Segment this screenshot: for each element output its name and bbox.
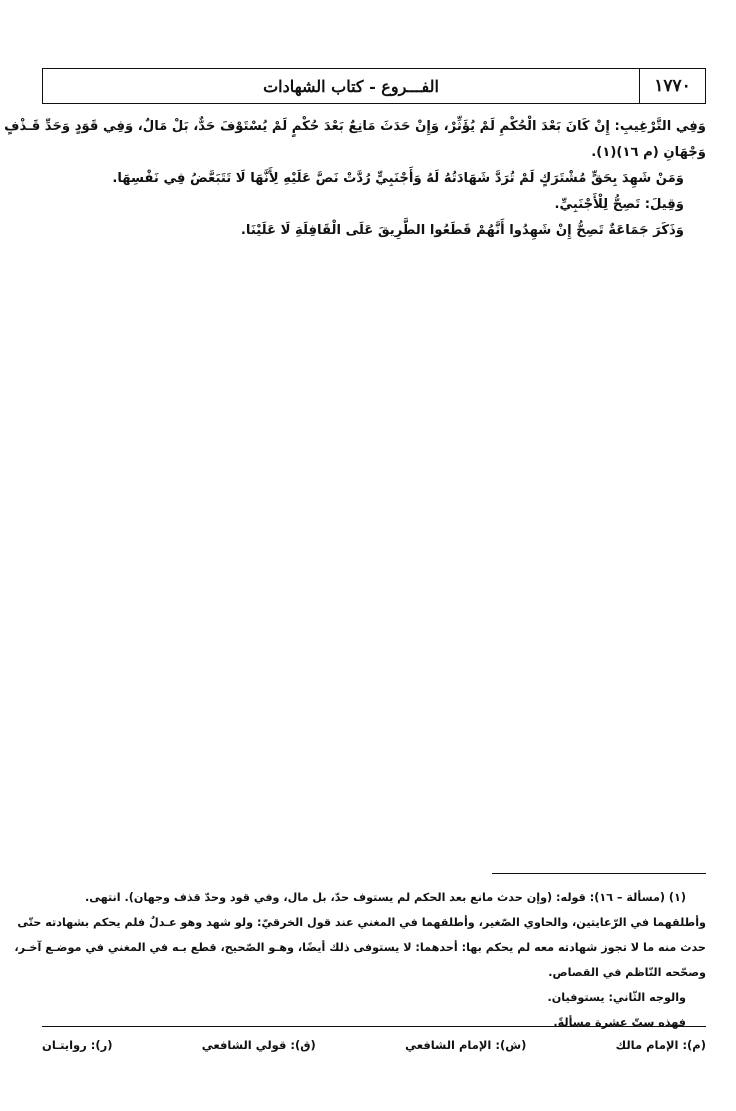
footnote-separator — [492, 873, 706, 874]
text-line: وَجْهَانِ (م ١٦)(١). — [591, 145, 706, 160]
footnote-line: حدث منه ما لا تجوز شهادته معه لم يحكم بها: أحدهما: لا يستوفى ذلك أيضًا، وهـو الصّحيح، قطع بـه في المغني في موضـع آخـر، — [14, 941, 706, 954]
page-number: ١٧٧٠ — [639, 69, 705, 103]
footnotes — [14, 885, 706, 1035]
footnote-line: والوجه الثّاني: يستوفيان. — [547, 991, 686, 1004]
footnote-line: وصحّحه النّاظم في القصاص. — [548, 966, 706, 979]
running-title: الفـــروع - كتاب الشهادات — [263, 76, 439, 96]
footer-rule — [42, 1026, 706, 1027]
text-line: وَذَكَرَ جَمَاعَةٌ تَصِحُّ إِنْ شَهِدُوا أَنَّهُمْ قَطَعُوا الطَّرِيقَ عَلَى الْقَافِلَةِ لَا عَلَيْنَا. — [240, 223, 684, 238]
text-line: وَمَنْ شَهِدَ بِحَقٍّ مُشْتَرَكٍ لَمْ تُرَدَّ شَهَادَتُهُ لَهُ وَأَجْنَبِيٍّ رُدَّتْ نَصَّ عَلَيْهِ لِأَنَّهَا لَا تَتَبَعَّضُ فِي نَفْسِهَا. — [112, 171, 684, 186]
abbreviation-legend — [42, 1034, 706, 1056]
text-line: وَقِيلَ: تَصِحُّ لِلْأَجْنَبِيِّ. — [554, 197, 684, 212]
footnote-line: فهذه ستّ عشرة مسألةً. — [553, 1016, 686, 1029]
footnote-line: (١) (مسألة – ١٦): قوله: (وإن حدث مانع بعد الحكم لم يستوف حدّ، بل مال، وفي قود وحدّ قذف وجهان). انتهى. — [85, 891, 686, 904]
page-header — [42, 68, 706, 104]
legend-item-shafii-two-views: (ق): قولي الشافعي — [201, 1038, 316, 1052]
footnote-line: وأطلقهما في الرّعايتين، والحاوي الصّغير، وأطلقهما في المغني عند قول الخرقيّ: ولو شهد وهو عـدلٌ فلم يحكم بشهادته حتّى — [17, 916, 706, 929]
text-line: وَفِي التَّرْغِيبِ: إِنْ كَانَ بَعْدَ الْحُكْمِ لَمْ يُؤَثِّرْ، وَإِنْ حَدَثَ مَانِعٌ بَعْدَ حُكْمٍ لَمْ يُسْتَوْفَ حَدٌّ، بَلْ مَالٌ، وَفِي قَوَدٍ وَحَدِّ قَـذْفٍ — [4, 119, 706, 134]
legend-item-malik: (م): الإمام مالك — [615, 1038, 706, 1052]
legend-item-two-narrations: (ر): روايتـان — [42, 1038, 113, 1052]
main-text — [4, 114, 706, 244]
legend-item-shafii: (ش): الإمام الشافعي — [405, 1038, 527, 1052]
